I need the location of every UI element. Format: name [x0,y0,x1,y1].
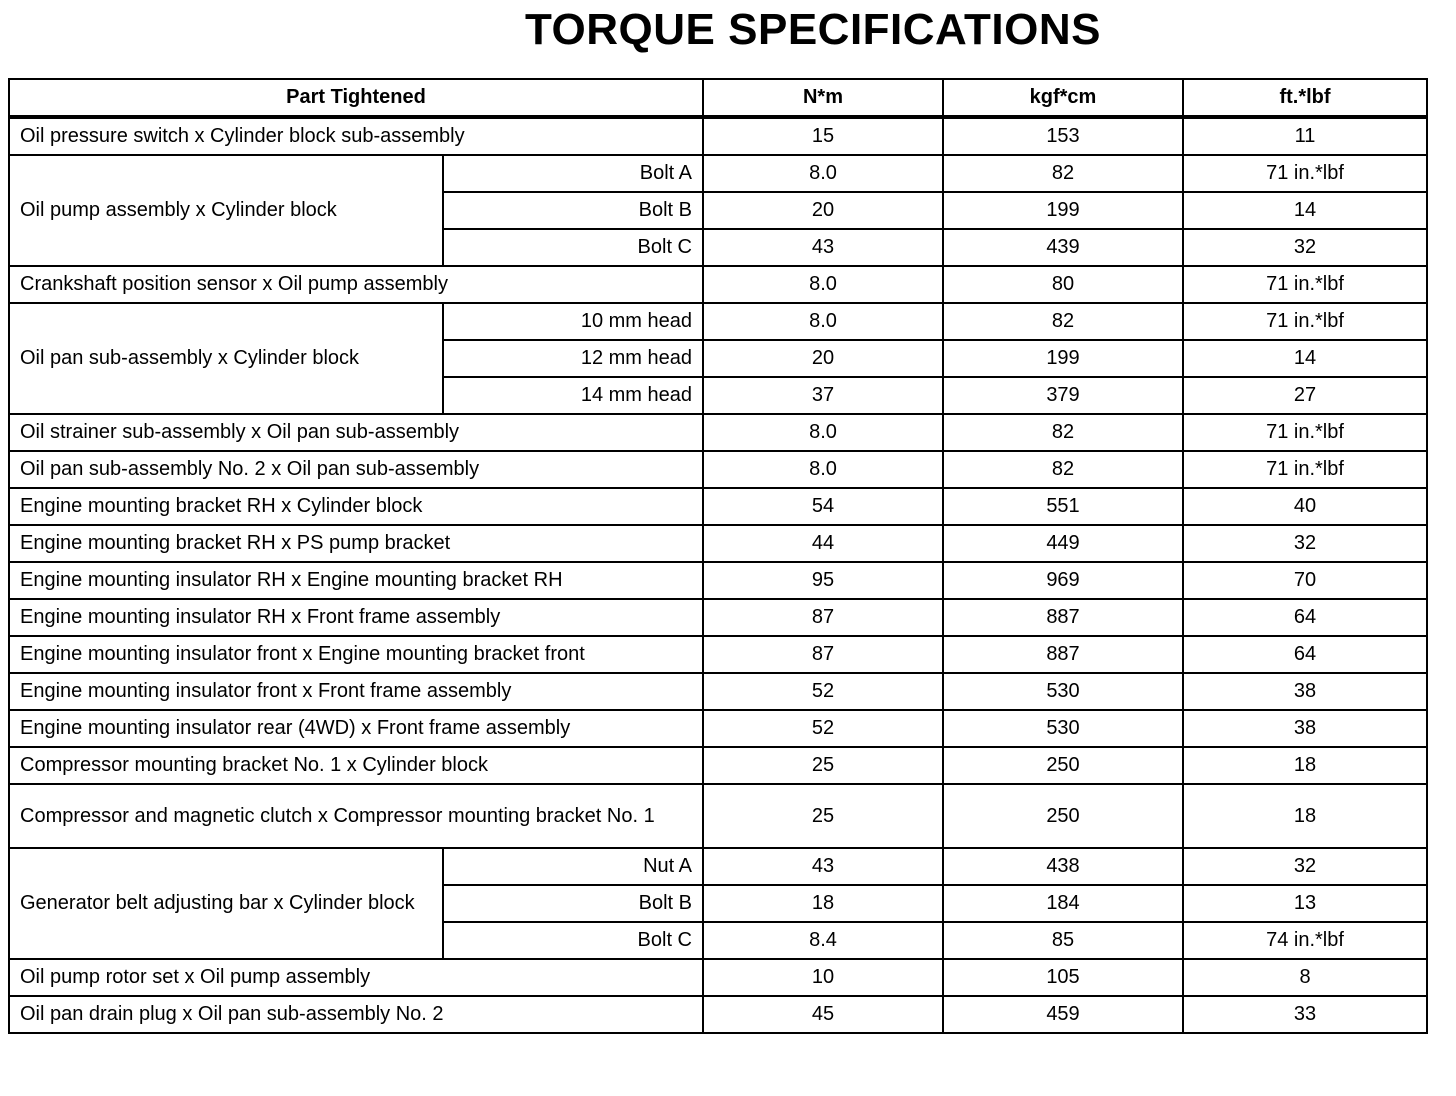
sub-part-label: Nut A [443,848,703,885]
nm-value: 25 [703,747,943,784]
part-name-cell: Engine mounting bracket RH x PS pump bracket [9,525,703,562]
part-name-cell: Oil pan sub-assembly x Cylinder block [9,303,443,414]
kgf-cm-value: 530 [943,673,1183,710]
kgf-cm-value: 449 [943,525,1183,562]
part-name-cell: Engine mounting insulator front x Front frame assembly [9,673,703,710]
table-row [9,414,1427,451]
table-row [9,266,1427,303]
nm-value: 95 [703,562,943,599]
nm-value: 20 [703,340,943,377]
part-name-cell: Engine mounting insulator rear (4WD) x Front frame assembly [9,710,703,747]
ft-lbf-value: 18 [1183,784,1427,848]
ft-lbf-value: 70 [1183,562,1427,599]
header-part-tightened: Part Tightened [9,79,703,117]
table-row [9,784,1427,848]
part-name-cell: Engine mounting insulator front x Engine mounting bracket front [9,636,703,673]
kgf-cm-value: 184 [943,885,1183,922]
kgf-cm-value: 82 [943,303,1183,340]
kgf-cm-value: 887 [943,636,1183,673]
nm-value: 15 [703,117,943,155]
header-ft-lbf: ft.*lbf [1183,79,1427,117]
nm-value: 8.4 [703,922,943,959]
kgf-cm-value: 969 [943,562,1183,599]
nm-value: 8.0 [703,155,943,192]
ft-lbf-value: 32 [1183,525,1427,562]
table-body [9,117,1427,1033]
kgf-cm-value: 85 [943,922,1183,959]
ft-lbf-value: 33 [1183,996,1427,1033]
ft-lbf-value: 8 [1183,959,1427,996]
part-name-cell: Compressor mounting bracket No. 1 x Cylinder block [9,747,703,784]
ft-lbf-value: 71 in.*lbf [1183,266,1427,303]
kgf-cm-value: 250 [943,747,1183,784]
table-row [9,488,1427,525]
ft-lbf-value: 71 in.*lbf [1183,414,1427,451]
nm-value: 8.0 [703,266,943,303]
nm-value: 87 [703,636,943,673]
kgf-cm-value: 530 [943,710,1183,747]
table-row [9,599,1427,636]
nm-value: 54 [703,488,943,525]
ft-lbf-value: 27 [1183,377,1427,414]
part-name-cell: Engine mounting insulator RH x Engine mounting bracket RH [9,562,703,599]
ft-lbf-value: 71 in.*lbf [1183,155,1427,192]
kgf-cm-value: 105 [943,959,1183,996]
kgf-cm-value: 439 [943,229,1183,266]
table-row [9,959,1427,996]
ft-lbf-value: 71 in.*lbf [1183,451,1427,488]
part-name-cell: Engine mounting insulator RH x Front frame assembly [9,599,703,636]
nm-value: 8.0 [703,303,943,340]
header-nm: N*m [703,79,943,117]
part-name-cell: Engine mounting bracket RH x Cylinder block [9,488,703,525]
ft-lbf-value: 14 [1183,340,1427,377]
part-name-cell: Crankshaft position sensor x Oil pump assembly [9,266,703,303]
kgf-cm-value: 82 [943,451,1183,488]
sub-part-label: Bolt C [443,229,703,266]
ft-lbf-value: 38 [1183,673,1427,710]
nm-value: 52 [703,673,943,710]
table-row [9,303,1427,340]
sub-part-label: Bolt B [443,885,703,922]
table-row [9,710,1427,747]
part-name-cell: Oil strainer sub-assembly x Oil pan sub-assembly [9,414,703,451]
nm-value: 20 [703,192,943,229]
nm-value: 43 [703,229,943,266]
part-name-cell: Oil pump rotor set x Oil pump assembly [9,959,703,996]
table-row [9,525,1427,562]
sub-part-label: Bolt B [443,192,703,229]
ft-lbf-value: 11 [1183,117,1427,155]
table-header-row [9,79,1427,117]
part-name-cell: Oil pan drain plug x Oil pan sub-assembly No. 2 [9,996,703,1033]
kgf-cm-value: 80 [943,266,1183,303]
header-kgf-cm: kgf*cm [943,79,1183,117]
ft-lbf-value: 71 in.*lbf [1183,303,1427,340]
sub-part-label: Bolt A [443,155,703,192]
ft-lbf-value: 64 [1183,636,1427,673]
kgf-cm-value: 379 [943,377,1183,414]
table-row [9,636,1427,673]
kgf-cm-value: 82 [943,155,1183,192]
table-row [9,996,1427,1033]
part-name-cell: Generator belt adjusting bar x Cylinder block [9,848,443,959]
part-name-cell: Oil pan sub-assembly No. 2 x Oil pan sub-assembly [9,451,703,488]
kgf-cm-value: 199 [943,340,1183,377]
sub-part-label: 10 mm head [443,303,703,340]
table-row [9,673,1427,710]
kgf-cm-value: 250 [943,784,1183,848]
table-row [9,155,1427,192]
nm-value: 10 [703,959,943,996]
ft-lbf-value: 74 in.*lbf [1183,922,1427,959]
nm-value: 37 [703,377,943,414]
part-name-cell: Compressor and magnetic clutch x Compressor mounting bracket No. 1 [9,784,703,848]
ft-lbf-value: 14 [1183,192,1427,229]
kgf-cm-value: 82 [943,414,1183,451]
part-name-cell: Oil pump assembly x Cylinder block [9,155,443,266]
table-row [9,451,1427,488]
table-row [9,747,1427,784]
table-row [9,562,1427,599]
nm-value: 52 [703,710,943,747]
kgf-cm-value: 153 [943,117,1183,155]
nm-value: 43 [703,848,943,885]
nm-value: 87 [703,599,943,636]
part-name-cell: Oil pressure switch x Cylinder block sub-assembly [9,117,703,155]
kgf-cm-value: 551 [943,488,1183,525]
ft-lbf-value: 32 [1183,229,1427,266]
kgf-cm-value: 459 [943,996,1183,1033]
torque-table [8,78,1428,1034]
nm-value: 18 [703,885,943,922]
ft-lbf-value: 38 [1183,710,1427,747]
kgf-cm-value: 199 [943,192,1183,229]
kgf-cm-value: 438 [943,848,1183,885]
nm-value: 45 [703,996,943,1033]
nm-value: 25 [703,784,943,848]
nm-value: 44 [703,525,943,562]
sub-part-label: 12 mm head [443,340,703,377]
nm-value: 8.0 [703,451,943,488]
nm-value: 8.0 [703,414,943,451]
ft-lbf-value: 64 [1183,599,1427,636]
sub-part-label: Bolt C [443,922,703,959]
ft-lbf-value: 32 [1183,848,1427,885]
ft-lbf-value: 13 [1183,885,1427,922]
sub-part-label: 14 mm head [443,377,703,414]
page-title: TORQUE SPECIFICATIONS [524,5,1102,54]
ft-lbf-value: 40 [1183,488,1427,525]
kgf-cm-value: 887 [943,599,1183,636]
table-row [9,848,1427,885]
ft-lbf-value: 18 [1183,747,1427,784]
table-row [9,117,1427,155]
